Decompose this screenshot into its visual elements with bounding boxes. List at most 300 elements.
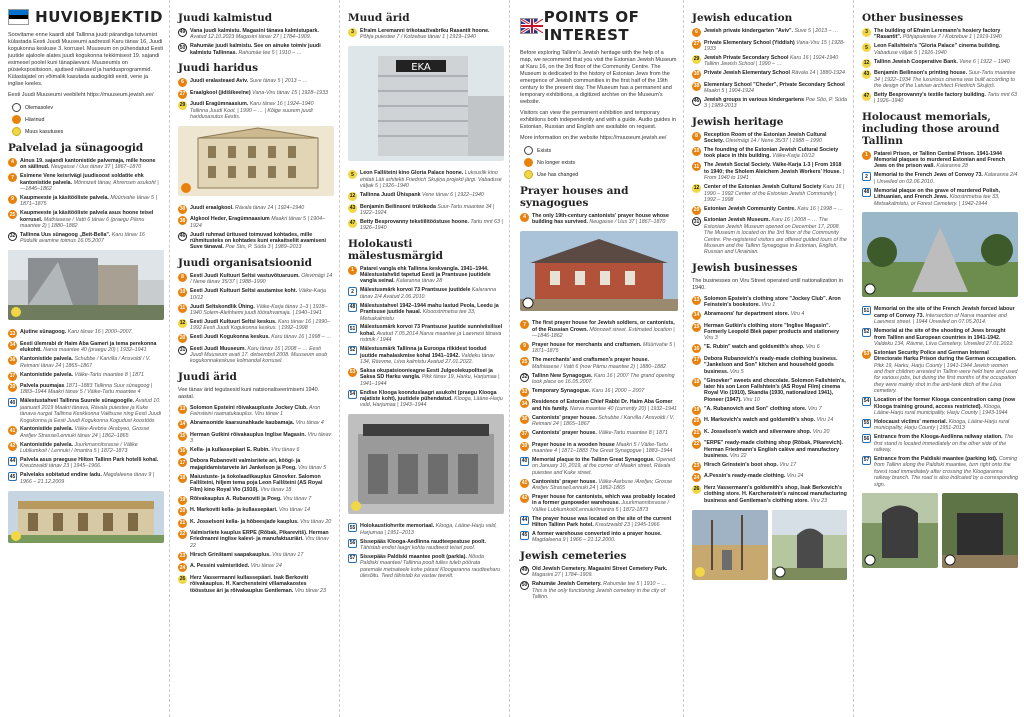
entry-title: Center of the Estonian Jewish Cultural Society <box>704 184 822 191</box>
entry-text <box>190 447 299 456</box>
entry-subtitle: Olevimägi 14 / Nene 35/37 | 1988 – 1990 <box>723 138 822 145</box>
entry-text <box>874 28 1018 41</box>
marker-number: 8 <box>178 273 187 282</box>
list-item <box>178 304 333 317</box>
list-item <box>520 399 677 412</box>
entry-text <box>190 563 282 572</box>
entry-list <box>178 273 333 365</box>
marker-number: 27 <box>693 40 700 47</box>
list-item <box>520 320 677 339</box>
entry-subtitle: Viru tänav 5 <box>296 464 327 471</box>
photo-cemetery-park <box>692 510 768 580</box>
entry-subtitle: Viru tänav 14 <box>277 507 311 513</box>
entry-text <box>874 92 1018 105</box>
entry-text <box>360 28 503 41</box>
marker-number: 15 <box>179 432 186 439</box>
list-item <box>348 170 503 189</box>
marker-number: 31 <box>179 346 186 353</box>
marker-number: 57 <box>863 457 870 464</box>
list-item <box>692 473 847 482</box>
section-title: Other businesses <box>862 12 964 24</box>
marker-number: 10 <box>693 148 700 155</box>
marker-number: 34 <box>9 342 16 349</box>
marker-number: 56 <box>349 539 356 546</box>
marker-number: 47 <box>349 220 356 227</box>
entry-subtitle: Klooga, Lääne-Harju rural municipality, Harju County | 1943-1944 <box>874 403 1008 416</box>
entry-text <box>532 457 677 476</box>
list-item <box>8 372 163 381</box>
entry-title: Mälestusmärk korvoi 73 Prantsuse juutide sunniviisilisel kohal. <box>360 324 503 337</box>
photo-historic-sign <box>348 414 504 514</box>
marker-number: 31 <box>693 218 700 225</box>
marker-number: 17 <box>179 459 186 466</box>
entry-title: Memorial on the site of the French Jewish forced labour camp of Convoy 73. <box>874 306 1015 319</box>
entry-title: Jewish groups in various kindergartens <box>704 96 805 103</box>
entry-text <box>874 43 1018 56</box>
entry-subtitle: Intersection of Narva maantee and Laevnesi street. | 1944 Unveiled on 07.05.2014. <box>874 312 1007 326</box>
marker-number: 19 <box>179 496 186 503</box>
entry-text <box>874 188 1018 207</box>
entry-subtitle: Opened on January 10, 2019, at the corner of Maakri street, Rävala puiestee and Kuke street. <box>532 456 675 476</box>
entry-text <box>190 458 333 471</box>
entry-list <box>862 306 1018 488</box>
legend-label: Exists <box>537 147 552 154</box>
legend-label: Muus kasutuses <box>25 128 64 135</box>
entry-text <box>704 417 833 426</box>
column-english-memorials <box>854 0 1024 717</box>
legend <box>12 103 163 136</box>
entry-subtitle: Viru tänav 4 <box>294 420 324 427</box>
list-item <box>692 406 847 415</box>
list-item <box>692 162 847 181</box>
entry-title: Private Jewish Elementary School <box>704 70 790 77</box>
marker-number: 49 <box>179 29 186 36</box>
list-item <box>8 195 163 208</box>
entry-title: Eraalgkool (jidišikeelne) <box>190 89 251 96</box>
photo-klooga-memorial <box>942 493 1018 568</box>
entry-subtitle: Karu 16 | 2008 – … The Estonian Jewish Museum opened on December 17, 2008. The Museum is located on the 3rd floor of the Community Centre. Pre-registered visitors are offered guided tours of the Museum and the Tallinn Synagogue in Estonian, English, Russian and Ukrainian. <box>704 217 847 256</box>
list-item <box>348 192 503 201</box>
entry-subtitle: Väike-Aarbuse /Arefjev, Grosse Arefjev Strasse/Lennuki 24 | 1862-1865 <box>532 478 673 492</box>
entry-text <box>704 147 847 160</box>
entry-text <box>20 210 163 229</box>
marker-number: 33 <box>9 330 16 337</box>
entry-title: Rõivakauplus A. Rubanoviti ja Poeg. <box>190 495 282 502</box>
entry-text <box>704 217 847 255</box>
list-item <box>862 419 1018 432</box>
entry-title: Betty Besprovanny's textile factory building. <box>874 91 986 98</box>
marker-number: 44 <box>521 516 528 523</box>
marker-number: 27 <box>179 90 186 97</box>
entry-subtitle: Väike-Karja 10/12 <box>770 153 815 160</box>
entry-text <box>874 70 1018 89</box>
list-item <box>8 158 163 171</box>
list-item <box>862 28 1018 41</box>
list-item <box>348 287 503 300</box>
entry-text <box>190 496 311 505</box>
entry-title: Endise Klooga koonduslaagri asukoht (praegu Klooga rajatiste koht), juutidele pühendatud. <box>360 389 497 402</box>
entry-list <box>692 28 847 110</box>
uk-flag-icon <box>520 18 538 34</box>
marker-number: 3 <box>348 28 357 37</box>
marker-number: 48 <box>863 188 870 195</box>
list-item <box>692 323 847 342</box>
entry-title: Kaupmeeste ja käsitööliste palvela asus hoone teisel korrusel. <box>20 210 154 223</box>
entry-text <box>190 232 333 251</box>
entry-text <box>532 399 677 412</box>
list-item <box>692 147 847 160</box>
entry-subtitle: Magdaleena tänav 9 | 1966 – 21.12.2009 <box>20 472 155 485</box>
entry-title: K. Josselson's watch and silverware shop. <box>704 428 812 435</box>
entry-title: Mälestustahvel Tallinna Suurele sünagoogile. <box>20 398 135 405</box>
entry-subtitle: Poe Stis, P. Süda 3 | 1989–2013 <box>223 244 302 251</box>
entry-subtitle: Vana-Viru 15 | 1928-1933 <box>704 39 845 52</box>
entry-text <box>190 273 333 286</box>
entry-subtitle: Olevimägi 14 / Nene tänav 35/37 | 1988–1990 <box>190 272 333 286</box>
list-item <box>8 356 163 369</box>
entry-title: Valmisriiete kauplus ERPE (Rõbak, Pikarevitš). Herman Friedmanni inglise kalevi- ja manufaktuuriäri. <box>190 530 329 543</box>
list-item <box>178 90 333 99</box>
entry-text <box>704 132 847 145</box>
entry-text <box>532 531 677 544</box>
list-item <box>692 356 847 375</box>
marker-number: 29 <box>179 102 186 109</box>
list-item <box>520 442 677 455</box>
exists-icon <box>524 146 533 155</box>
photo-wooden-prayer-house <box>520 231 678 311</box>
entry-text <box>532 566 677 579</box>
entry-subtitle: Magdaleena 9 | 1966 – 21.12.2000. <box>532 537 616 544</box>
photo-klooga-stone <box>862 493 938 568</box>
entry-title: Tallinn Jewish Cooperative Bank. <box>874 58 958 65</box>
marker-number: 36 <box>9 357 16 364</box>
entry-subtitle: Kalaranna tänav 2/4 Avatud 2.06.2010. <box>360 287 497 300</box>
entry-subtitle: Karu tänav 16 Püdulik avamine toimus 16.05.2007 <box>20 232 145 245</box>
entry-list <box>862 28 1018 105</box>
list-item <box>692 82 847 95</box>
entry-subtitle: Viru tänav 6 <box>269 446 300 453</box>
entry-text <box>20 232 163 245</box>
entry-subtitle: Kloostrimetsa tee 33, Metsakalmistu, or Forest Cemetery. | 1942-1944 <box>874 194 1000 207</box>
legend-label: Olemasolev <box>25 104 53 111</box>
entry-text <box>190 216 333 229</box>
photo-school-drawing <box>178 126 334 196</box>
entry-subtitle: Rävala 14 | 1880-1924 <box>789 70 845 77</box>
list-item <box>692 429 847 438</box>
marker-number: 15 <box>693 323 700 330</box>
list-item <box>348 523 503 536</box>
entry-title: Prayer house in a wooden house <box>532 441 615 448</box>
marker-number: 23 <box>179 553 186 560</box>
column-english-intro <box>512 0 684 717</box>
entry-text <box>532 479 677 492</box>
entry-text <box>704 485 847 504</box>
list-item <box>8 173 163 192</box>
section-title: Juudi organisatsioonid <box>178 256 312 269</box>
entry-text <box>190 575 333 594</box>
list-item <box>178 28 333 41</box>
entry-title: The prayer house was located on the site of the current Hilton Tallinn Park hotel. <box>532 515 672 529</box>
list-item <box>520 581 677 600</box>
list-item <box>8 398 163 424</box>
entry-subtitle: Maakri 5 | 1904-1924 <box>704 88 754 95</box>
entry-title: Patarei Prison, or Tallinn Central Prison. 1941-1944 Memorial plaques to murdered Estonian and French Jews on the prison wall. <box>874 150 1005 170</box>
marker-number: 9 <box>8 195 17 204</box>
list-item <box>862 350 1018 395</box>
marker-number: 54 <box>349 390 356 397</box>
marker-number: 48 <box>349 303 356 310</box>
entry-title: Solomon Epstein's clothing store "Jockey Club". Aron Feinstein's bookstore. <box>704 295 841 309</box>
list-item <box>692 97 847 110</box>
list-item <box>348 324 503 343</box>
entry-title: Juudi Seltskondlik Ühing. <box>190 303 255 310</box>
entry-title: The merchants' and craftsmen's prayer house. <box>532 357 650 364</box>
list-item <box>692 40 847 53</box>
entry-subtitle: Rahumäe tee 5 | 1910 – … This is the only functioning Jewish cemetery in the city of Tallinn. <box>532 581 667 600</box>
entry-text <box>20 329 133 338</box>
entry-list <box>520 566 677 601</box>
entry-title: A.Pessin's ready-made clothing. <box>704 473 786 480</box>
entry-title: Ajutine sünagoog. <box>20 329 67 336</box>
entry-title: H. Markovich's watch and goldsmith's shop. <box>704 417 816 424</box>
entry-subtitle: Valdeku 134, Rävme, Liiva Cemetery. Unveiled 27.01.2022. <box>874 340 1014 347</box>
entry-text <box>20 398 163 424</box>
entry-subtitle: Tartu mnt 63 | 1926–1940 <box>360 218 503 232</box>
entry-subtitle: Viru tänav 17 <box>270 551 304 558</box>
list-item <box>862 172 1018 185</box>
list-item <box>692 462 847 471</box>
entry-text <box>704 97 847 110</box>
entry-subtitle: Viru tänav 23 <box>293 587 326 594</box>
photo-synagogue <box>8 250 164 320</box>
entry-title: Prayer house for merchants and craftsmen. <box>532 342 642 349</box>
list-item <box>8 329 163 338</box>
entry-text <box>360 192 484 201</box>
list-item <box>178 432 333 445</box>
list-item <box>178 205 333 214</box>
page-title: POINTS OF INTEREST <box>543 8 640 44</box>
entry-title: Entrance from the Klooga-Aedlinna railway station. <box>874 434 1003 441</box>
entry-subtitle: Kalaranna 2/4 | Unveiled on 02.06.2010. <box>874 172 1018 185</box>
entry-title: Sissepääs Paldiski maantee poolt (parkla). <box>360 553 467 560</box>
entry-title: Private Elementary School (Yiddish) <box>704 39 795 46</box>
marker-number: 24 <box>179 564 186 571</box>
entry-text <box>190 530 333 549</box>
section-title: Prayer houses and synagogues <box>520 185 629 209</box>
entry-subtitle: Viru 1 <box>760 302 776 309</box>
entry-text <box>190 334 332 343</box>
entry-subtitle: Luksuslik kino ehitati Läti arhitekti Friedrich Skujiņa projekti järgi. Vabaduse väljak 5 | 1926–1940 <box>360 170 502 190</box>
entry-title: Ainus 19. sajandi kantonistide palvemaja, mille hoone on säilinud. <box>20 158 156 171</box>
marker-number: 21 <box>693 429 700 436</box>
entry-title: Abramsonide kaarsunahkade kaubamaja. <box>190 420 295 427</box>
entry-text <box>704 378 847 404</box>
marker-number: 19 <box>693 406 700 413</box>
marker-number: 46 <box>693 98 700 105</box>
entry-title: Cantonists' prayer house. <box>532 430 597 437</box>
entry-subtitle: Suur-Tartu maantee 34 | 1922–1924 <box>360 203 495 216</box>
list-item <box>178 575 333 594</box>
entry-subtitle: Pikk 19, Harku, Harju County | 1941-1944 Jewish women and their children arrested in Tallinn were held here and used for various jobs, but during the first months of the occupation they were mainly shot in the anti-tank ditch of the Liiva cemetery. <box>874 362 1018 395</box>
entry-text <box>190 432 333 445</box>
marker-number: 22 <box>179 531 186 538</box>
entry-title: Jewish Private Secondary School <box>704 54 789 61</box>
entry-list <box>862 151 1018 207</box>
entry-text <box>190 346 333 365</box>
entry-title: Juudi eralasteaed Aviv. <box>190 78 249 85</box>
entry-title: Kantonistide palvela. <box>20 356 73 363</box>
entry-title: Kantonistide palvela. <box>20 426 73 433</box>
list-item <box>178 519 333 528</box>
entry-title: Temporary Synagogue. <box>532 387 591 394</box>
list-item <box>178 507 333 516</box>
marker-number: 20 <box>179 335 186 342</box>
entry-subtitle: Viru 24 <box>785 473 804 480</box>
entry-text <box>360 266 503 285</box>
entry-text <box>20 372 144 381</box>
entry-subtitle: Viru tänav 7 <box>281 495 312 502</box>
entry-text <box>20 426 163 439</box>
entry-text <box>360 170 503 189</box>
list-item <box>520 357 677 370</box>
museum-url[interactable]: Eesti Juudi Muuseumi veebileht https://muuseum.jewish.ee/ <box>8 92 154 98</box>
entry-title: Herz Vassermann's goldsmith's shop, Isak Berkovich's clothing store. H. Karchenstein's raincoat manufacturing business and Gentleman's clothing store. <box>704 484 847 504</box>
entry-title: Kella- ja kullassepäari E. Rubin. <box>190 446 270 453</box>
entry-title: Reception Room of the Estonian Jewish Cultural Society. <box>704 131 827 145</box>
marker-number: 44 <box>9 458 16 465</box>
entry-subtitle: Vene tänav 6 | 1922–1940 <box>420 192 484 199</box>
list-item <box>178 78 333 87</box>
entry-title: Elementary School "Cheder", Private Secondary School <box>704 81 845 88</box>
entry-subtitle: Põhjapuiestee 7 / Kotzebue 1 | 1919-1940 <box>901 34 1002 41</box>
entry-title: Efraim Leremanni trikotaaživabriku Rasantit hoone. <box>360 28 490 34</box>
entry-subtitle: Karu 16 | 1990 – 1992 Center of the Estonian Jewish Community | 1992 – 1998 <box>704 184 845 203</box>
entry-title: Tallinna Uus sünagoog „Beit-Bella". <box>20 232 111 239</box>
entry-text <box>874 172 1018 185</box>
entry-subtitle: Pikk tänav 19, Harku, Harjumaa | 1941–1944 <box>360 374 500 387</box>
list-item <box>862 434 1018 453</box>
museum-url[interactable]: More information on the website https://muuseum.jewish.ee/ <box>520 135 667 141</box>
list-item <box>862 43 1018 56</box>
marker-number: 45 <box>521 532 528 539</box>
entry-text <box>874 59 1010 68</box>
entry-title: Eesti ülemrabi dr Haim Aba Gameri ja tema perekonna elukohti. <box>20 340 157 354</box>
entry-title: Prayer house for cantonists, which was probably located in a former gunpowder warehouse. <box>532 493 676 507</box>
entry-title: Jewish private kindergarten "Aviv". <box>704 28 794 34</box>
entry-subtitle: Mõnnizeit tänav, Ahrensen asukoht | —1846–1862 <box>20 179 159 193</box>
list-item <box>348 266 503 285</box>
entry-list <box>8 158 163 245</box>
column-estonian-intro <box>0 0 170 717</box>
entry-subtitle: Viru 14 <box>815 417 834 424</box>
entry-subtitle: Mathiasese / Vatti 6 tänav 6 (praegu Pärnu maantee 2) | 1880–1882 <box>20 216 145 230</box>
list-item <box>520 388 677 397</box>
entry-text <box>532 373 677 386</box>
entry-text <box>360 390 503 409</box>
marker-number: 37 <box>9 372 16 379</box>
entry-title: Saksa okupatsioonieagne Eesti Julgeolekupolitsei ja Saksa SD Harku vangla. <box>360 367 493 381</box>
entry-title: Estonian Security Police and German Internal Directorate Harku Prison during the German occupation. <box>874 349 1017 363</box>
entry-subtitle: Karu 16 | 1998 – … <box>795 205 844 212</box>
column-estonian-other <box>340 0 510 717</box>
entry-subtitle: Väike-Tartu maantee 8 | 1871 <box>72 371 144 378</box>
entry-title: A. Pessini valmisriided. <box>190 563 250 570</box>
list-item <box>348 368 503 387</box>
entry-list <box>178 28 333 56</box>
marker-number: 14 <box>179 421 186 428</box>
entry-text <box>20 472 163 485</box>
legend-label: No longer exists <box>537 159 575 166</box>
entry-title: Location of the former Klooga concentration camp (now Klooga training ground, access restricted). <box>874 397 1016 410</box>
entry-title: A former warehouse converted into a prayer house. <box>532 530 662 537</box>
entry-text <box>874 419 1018 432</box>
entry-text <box>704 28 838 37</box>
list-item <box>692 440 847 459</box>
entry-title: Solomon Epsteini rõivakaupluste Jockey Club. <box>190 404 308 411</box>
entry-text <box>532 415 677 428</box>
marker-number: 7 <box>520 320 529 329</box>
list-item <box>692 206 847 215</box>
entry-subtitle: Karu tänav 16 | 1924–1940 Tallinna Juudi Kool. | 1990 – … | Kõige suurem juudi haridusasutus Eestis. <box>190 101 314 120</box>
section-title: Juudi kalmistud <box>178 12 273 24</box>
entry-text <box>360 346 503 365</box>
entry-title: Leon Fallšteini kino Gloria Palace hoone. <box>360 170 464 177</box>
section-title: Jewish heritage <box>692 115 784 128</box>
marker-number: 2 <box>862 172 871 181</box>
marker-number: 20 <box>179 508 186 515</box>
list-item <box>8 383 163 396</box>
entry-text <box>704 184 847 203</box>
entry-title: Memorial plaque to the Tallinn Great Synagogue. <box>532 456 655 463</box>
list-item <box>520 494 677 513</box>
list-item <box>862 59 1018 68</box>
entry-text <box>20 195 163 208</box>
entry-subtitle: Viru 17 <box>777 461 797 468</box>
marker-number: 49 <box>521 567 528 574</box>
entry-title: Herz Vassermanni kullassepäari. Isak Berkoviti rõivakauplus. H. Karchensteini villamakaostes töösstuse äri ja rõivakauplus Gentleman. <box>190 574 309 594</box>
entry-text <box>532 581 677 600</box>
entry-title: Tallinna Juudi Ühispank <box>360 192 421 199</box>
list-item <box>520 566 677 579</box>
marker-number: 13 <box>179 406 186 413</box>
intro-text: Soovitame enne kaardi abil Tallinna juudi pärandiga tutvumist külastada Eesti Juudi Muuseumi aadressil Karu tänav 16, Juudi kogukonna keskuse 3. korrusel. Muuseum on pühendatud Eesti juutide ajaloole alates juudi kogukonna tekkimisest 19. sajandi esimesel poolel kuni tänapäevani. Muuseumis on püsiekspositsioon, ajutised näitused ja haridusprogrammid. Külastajatel on võimalik kasutada audiogiidi eesti, vene ja inglise keeles. <box>8 32 164 87</box>
entry-title: Mälestustahvel 1942–1944 mahu lastud Peola, Leedu ja Prantsuse juutide haual. <box>360 302 499 316</box>
entry-text <box>532 516 677 529</box>
entry-text <box>704 40 847 53</box>
entry-title: Eesti Juudi Muuseum. <box>190 345 246 352</box>
entry-text <box>704 206 843 215</box>
list-item <box>862 70 1018 89</box>
entry-text <box>190 552 303 561</box>
entry-text <box>704 70 845 79</box>
entry-subtitle: Avatud 12.10.2023 Magasini tänav 27 | 1784–1909. <box>190 34 312 41</box>
photo-memorial <box>862 212 1018 297</box>
entry-list <box>178 405 333 594</box>
marker-number: 22 <box>693 441 700 448</box>
entry-subtitle: Maakri 5 / Väike-Tartu maantee 4 | 1871–1883 The Great Synagogue | 1883–1944 <box>532 441 673 454</box>
entry-text <box>360 539 503 552</box>
marker-number: 42 <box>9 443 16 450</box>
entry-list <box>178 78 333 120</box>
section-title: Juudi ärid <box>178 370 237 383</box>
marker-number: 12 <box>693 185 700 192</box>
entry-title: The first prayer house for Jewish soldiers, or cantonists, of the Russian Crown. <box>532 320 675 333</box>
list-item <box>520 373 677 386</box>
entry-title: Juudi Eragümnaasium. <box>190 101 249 108</box>
legend-label: Hävinud <box>25 116 45 123</box>
marker-number: 2 <box>348 287 357 296</box>
entry-text <box>532 213 677 226</box>
